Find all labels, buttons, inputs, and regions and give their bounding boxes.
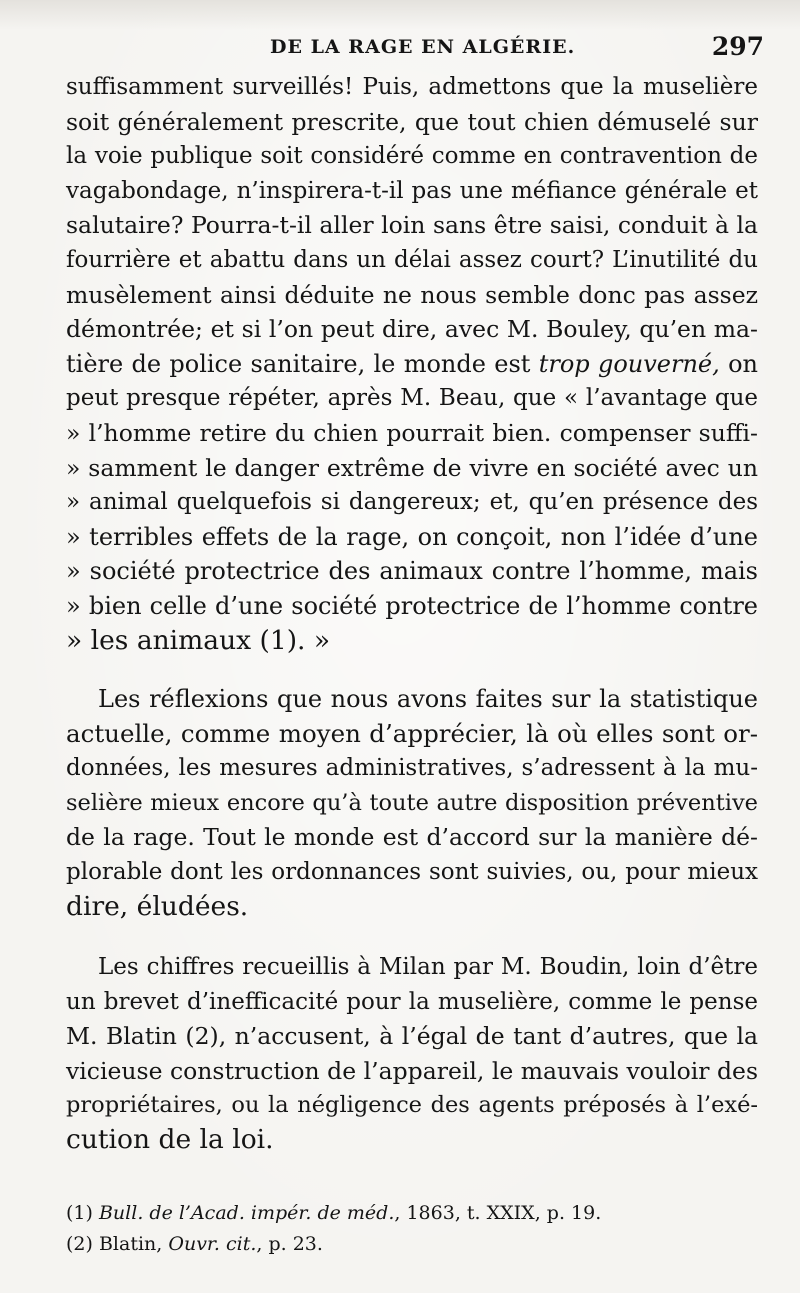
text-line: actuelle, comme moyen d’apprécier, là où elles sont or- <box>66 718 758 748</box>
text-line: plorable dont les ordonnances sont suivies, ou, pour mieux <box>66 858 758 885</box>
text-line: » samment le danger extrême de vivre en société avec un <box>66 453 758 482</box>
page-top-shadow <box>0 0 800 30</box>
text-line: » bien celle d’une société protectrice de l’homme contre <box>66 591 758 620</box>
text-line: soit généralement prescrite, que tout chien démuselé sur <box>66 107 758 136</box>
text-line: salutaire? Pourra-t-il aller loin sans être saisi, conduit à la <box>66 211 758 240</box>
page-number: 297 <box>711 32 764 61</box>
text-line: vagabondage, n’inspirera-t-il pas une méfiance générale et <box>66 177 758 204</box>
line-text: tière de police sanitaire, le monde est <box>66 349 531 378</box>
text-line: » animal quelquefois si dangereux; et, qu’en présence des <box>66 489 758 516</box>
footnote-italic: Bull. de l’Acad. impér. de méd. <box>98 1202 395 1224</box>
text-line: vicieuse construction de l’appareil, le mauvais vouloir des <box>66 1056 758 1085</box>
text-line: démontrée; et si l’on peut dire, avec M. Bouley, qu’en ma- <box>66 315 758 344</box>
text-line: fourrière et abattu dans un délai assez court? L’inutilité du <box>66 246 758 273</box>
text-line: musèlement ainsi déduite ne nous semble donc pas assez <box>66 280 758 309</box>
text-line: cution de la loi. <box>66 1123 274 1155</box>
footnote-marker: (2) <box>66 1233 93 1255</box>
text-line: M. Blatin (2), n’accusent, à l’égal de tant d’autres, que la <box>66 1022 758 1051</box>
text-line: Les réflexions que nous avons faites sur la statistique <box>98 685 758 713</box>
text-line: de la rage. Tout le monde est d’accord sur la manière dé- <box>66 823 758 852</box>
text-line: la voie publique soit considéré comme en contravention de <box>66 143 758 170</box>
paragraph-2 <box>66 682 758 924</box>
italic-phrase: trop gouverné, <box>538 349 720 378</box>
text-line-with-italic <box>66 347 758 382</box>
footnote-rest: , 1863, t. XXIX, p. 19. <box>394 1202 602 1224</box>
running-header <box>0 32 800 66</box>
footnote-2 <box>66 1229 758 1260</box>
text-line: selière mieux encore qu’à toute autre disposition préventive <box>66 789 758 816</box>
text-line: suffisamment surveillés! Puis, admettons que la muselière <box>66 74 758 100</box>
text-line: propriétaires, ou la négligence des agents préposés à l’exé- <box>66 1092 758 1119</box>
footnote-1 <box>66 1198 758 1229</box>
line-end: on <box>728 349 758 378</box>
footnotes <box>66 1198 758 1260</box>
text-line: » terribles effets de la rage, on conçoit, non l’idée d’une <box>66 522 758 551</box>
running-title: DE LA RAGE EN ALGÉRIE. <box>270 36 576 58</box>
paragraph-3 <box>66 950 758 1158</box>
text-line: dire, éludées. <box>66 890 249 922</box>
text-line: » les animaux (1). » <box>66 624 331 656</box>
footnote-marker: (1) <box>66 1202 93 1224</box>
footnote-author: Blatin, <box>98 1233 163 1255</box>
text-line: données, les mesures administratives, s’adressent à la mu- <box>66 755 758 782</box>
paragraph-1 <box>66 70 758 658</box>
text-line: » l’homme retire du chien pourrait bien. compenser suffi- <box>66 418 758 447</box>
footnote-italic: Ouvr. cit. <box>168 1233 257 1255</box>
text-line: Les chiffres recueillis à Milan par M. Boudin, loin d’être <box>98 954 758 980</box>
text-line: un brevet d’inefficacité pour la muselière, comme le pense <box>66 988 758 1015</box>
text-line: peut presque répéter, après M. Beau, que « l’avantage que <box>66 385 758 412</box>
text-line: » société protectrice des animaux contre l’homme, mais <box>66 557 758 586</box>
footnote-rest: , p. 23. <box>256 1233 323 1255</box>
